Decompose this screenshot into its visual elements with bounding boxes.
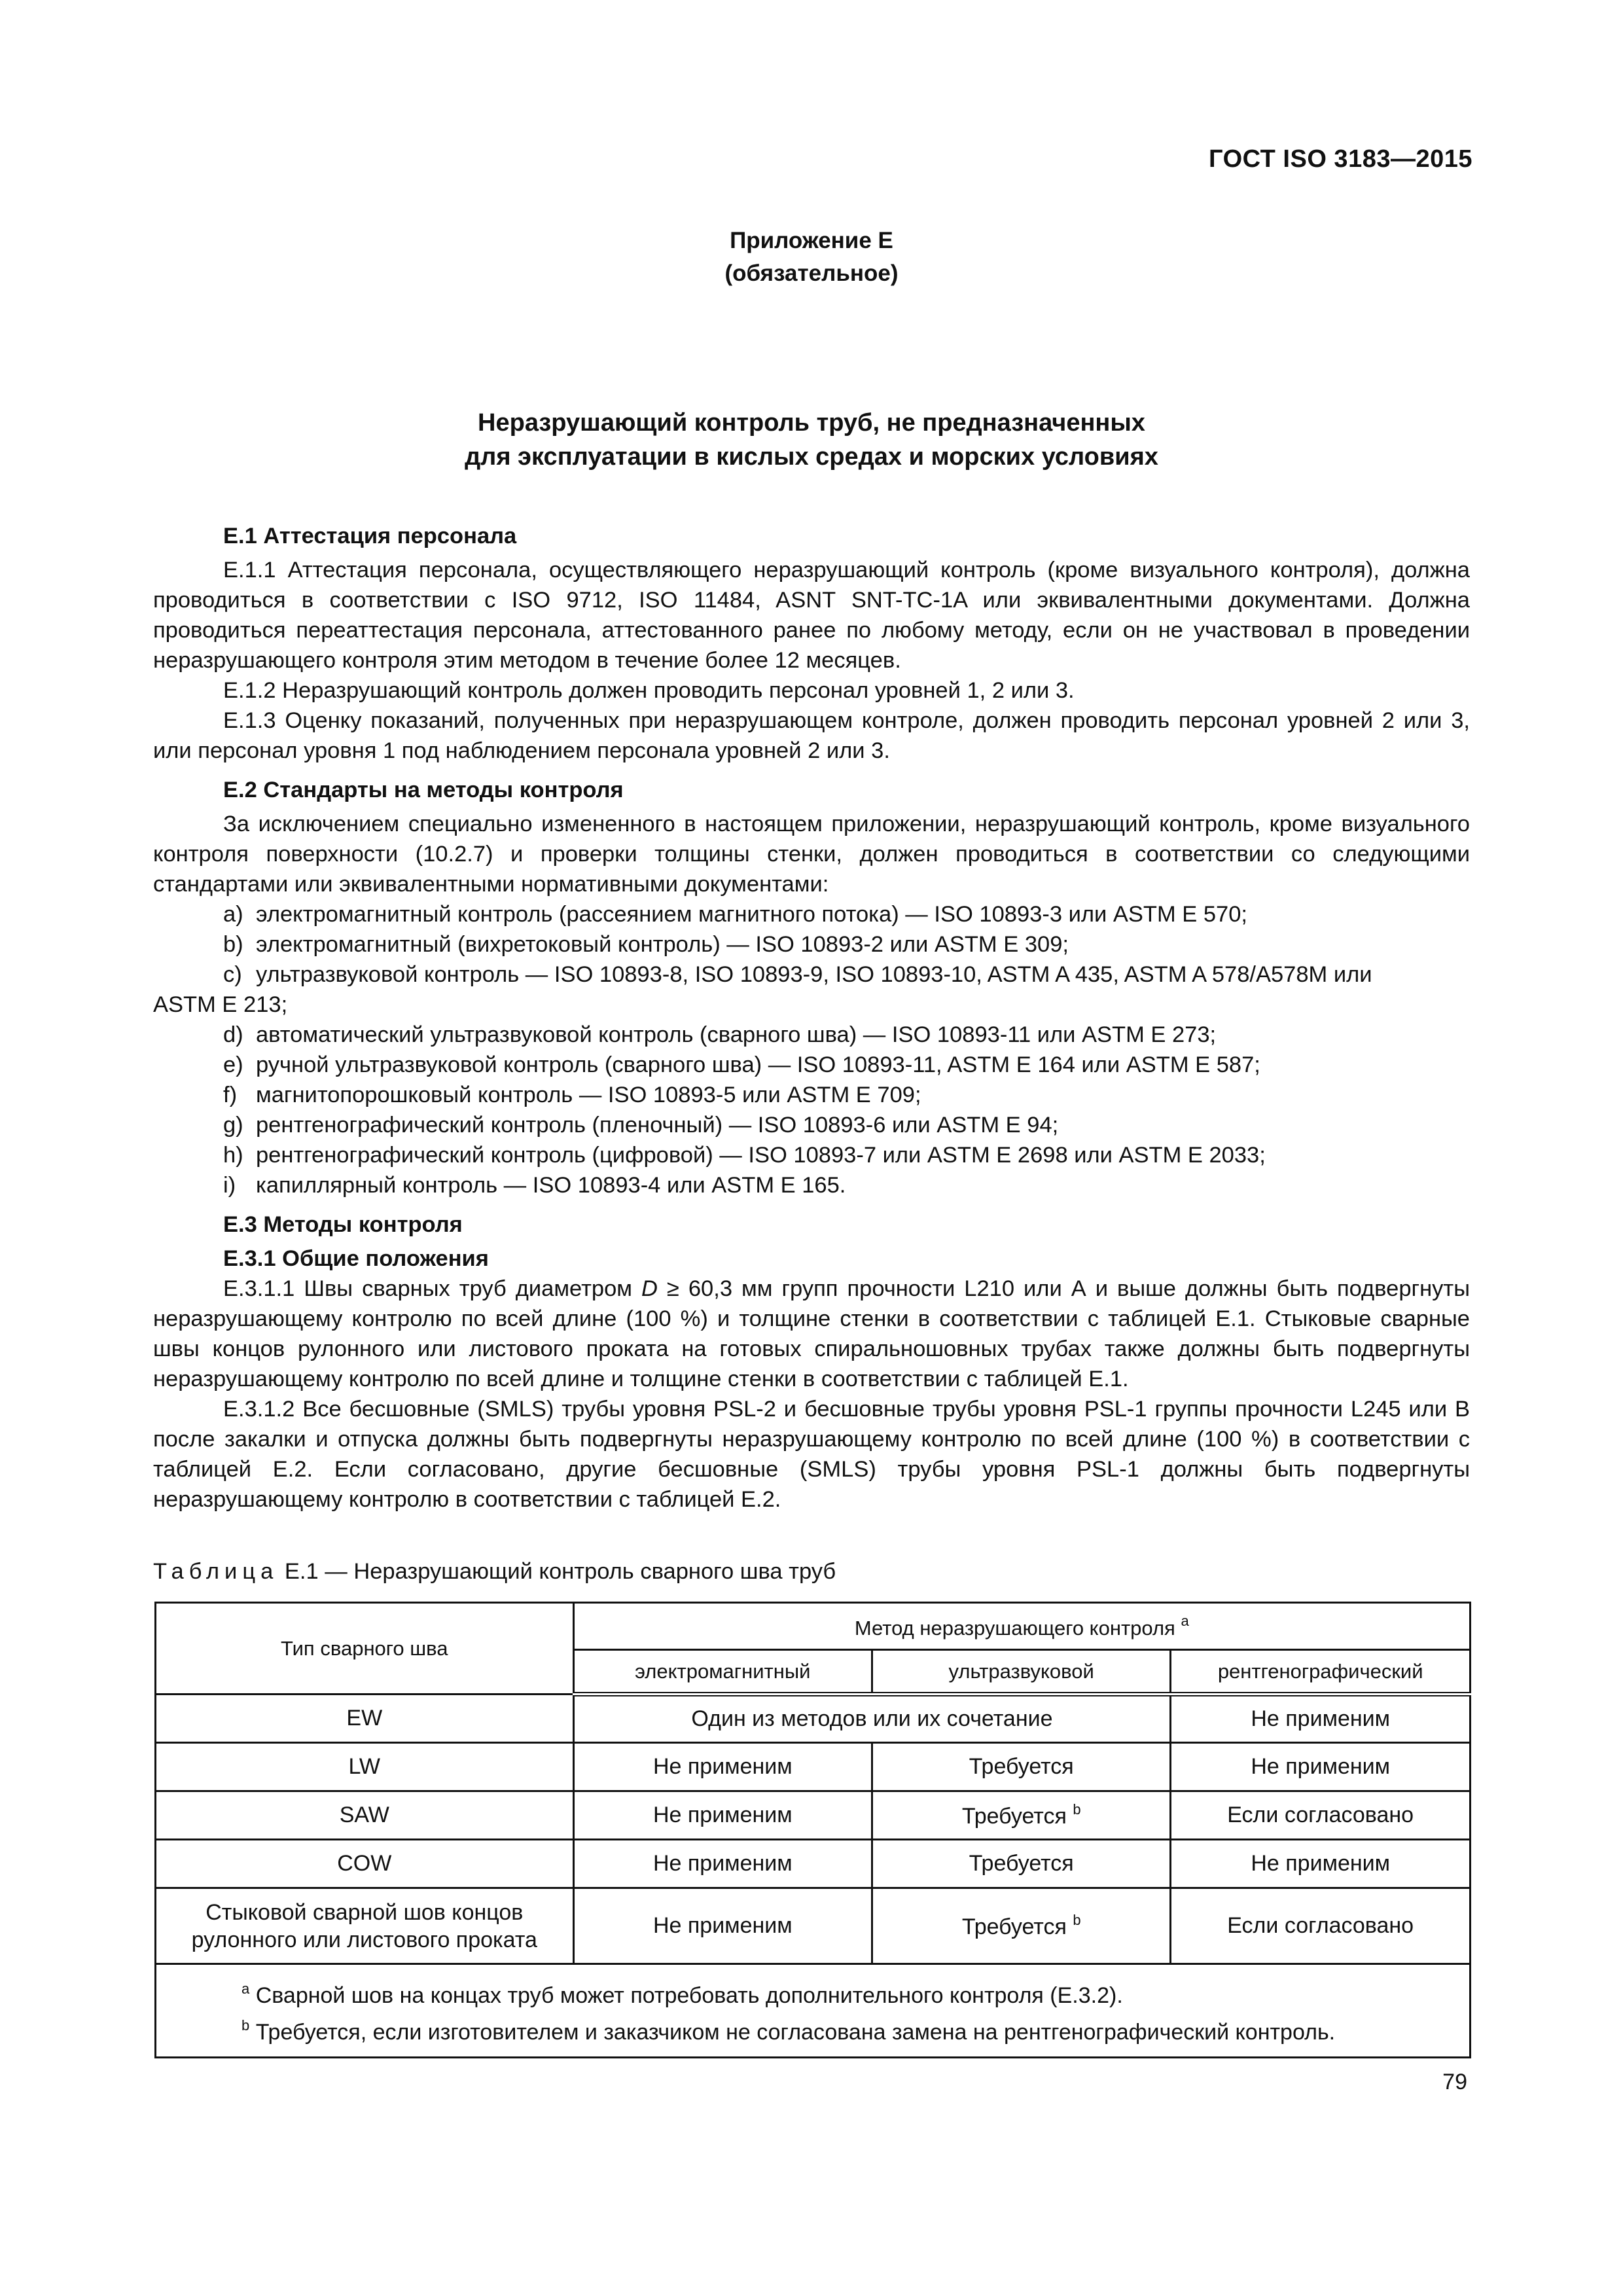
list-item-e: e) ручной ультразвуковой контроль (сварного шва) — ISO 10893-11, ASTM E 164 или ASTM E 587; — [223, 1052, 1260, 1077]
section-e3-heading: Е.3 Методы контроля — [223, 1212, 463, 1237]
paragraph-e3-1-1: Е.3.1.1 Швы сварных труб диаметром D ≥ 60,3 мм групп прочности L210 или А и выше должны быть подвергнуты неразрушающему контролю по всей длине (100 %) и толщине стенки в соответствии с таблицей Е.1. Стыковые сварные швы концов рулонного или листового проката на готовых спиральношовных трубах также должны быть подвергнуты неразрушающему контролю по всей длине и толщине стенки в соответствии с таблицей Е.1. — [153, 1276, 1470, 1391]
list-item-f: f) магнитопорошковый контроль — ISO 10893-5 или ASTM E 709; — [223, 1083, 921, 1107]
annex-main-title — [0, 406, 1623, 474]
header-ultrasonic: ультразвуковой — [872, 1650, 1171, 1695]
list-item-h: h) рентгенографический контроль (цифровой) — ISO 10893-7 или ASTM E 2698 или ASTM E 2033; — [223, 1143, 1266, 1168]
main-title-line-2: для эксплуатации в кислых средах и морских условиях — [465, 443, 1158, 471]
table-row: Стыковой сварной шов концов рулонного или листового проката Не применим Требуется $^b$ Если согласовано — [156, 1888, 1471, 1964]
section-e1-heading: Е.1 Аттестация персонала — [223, 524, 517, 548]
header-radiographic: рентгенографический — [1171, 1650, 1471, 1695]
list-item-d: d) автоматический ультразвуковой контроль (сварного шва) — ISO 10893-11 или ASTM E 273; — [223, 1022, 1217, 1047]
page-number: 79 — [1442, 2070, 1467, 2094]
annex-type: (обязательное) — [724, 260, 899, 286]
header-electromagnetic: электромагнитный — [573, 1650, 872, 1695]
list-item-c: c) ультразвуковой контроль — ISO 10893-8, ISO 10893-9, ISO 10893-10, ASTM A 435, ASTM A 578/A578M или — [223, 962, 1372, 987]
section-e2-heading: Е.2 Стандарты на методы контроля — [223, 778, 624, 802]
list-item-a: a) электромагнитный контроль (рассеянием магнитного потока) — ISO 10893-3 или ASTM E 570; — [223, 902, 1248, 927]
document-code: ГОСТ ISO 3183—2015 — [1209, 145, 1472, 173]
paragraph-e1-3: Е.1.3 Оценку показаний, полученных при неразрушающем контроле, должен проводить персонал уровней 2 или 3, или персонал уровня 1 под наблюдением персонала уровней 2 или 3. — [153, 708, 1470, 763]
table-row: EW Один из методов или их сочетание Не применим — [156, 1695, 1471, 1743]
table-notes-row — [156, 1964, 1471, 2058]
paragraph-e1-1: Е.1.1 Аттестация персонала, осуществляющего неразрушающий контроль (кроме визуального контроля), должна проводиться в соответствии с ISO 9712, ISO 11484, ASNT SNT-TC-1A или эквивалентными документами. Должна проводиться переаттестация персонала, аттестованного ранее по любому методу, если он не участвовал в проведении неразрушающего контроля этим методом в течение более 12 месяцев. — [153, 558, 1470, 673]
header-weld-type: Тип сварного шва — [156, 1603, 574, 1695]
list-item-i: i) капиллярный контроль — ISO 10893-4 или ASTM E 165. — [223, 1173, 846, 1198]
table-note-b: $^b$ Требуется, если изготовителем и заказчиком не согласована замена на рентгенографический контроль. — [241, 2017, 1336, 2045]
table-note-a: $^a$ Сварной шов на концах труб может потребовать дополнительного контроля (Е.3.2). — [241, 1981, 1123, 2008]
main-title-line-1: Неразрушающий контроль труб, не предназначенных — [478, 409, 1145, 437]
header-method-group: Метод неразрушающего контроля $^a$ — [573, 1603, 1470, 1650]
table-header-row — [156, 1603, 1471, 1650]
paragraph-e2-intro: За исключением специально измененного в настоящем приложении, неразрушающий контроль, кроме визуального контроля поверхности (10.2.7) и проверки толщины стенки, должен проводиться в соответствии со следующими стандартами или эквивалентными нормативными документами: — [153, 812, 1470, 897]
paragraph-e1-2: Е.1.2 Неразрушающий контроль должен проводить персонал уровней 1, 2 или 3. — [223, 678, 1075, 703]
annex-title: Приложение Е — [730, 228, 893, 253]
table-row: COW Не применим Требуется Не применим — [156, 1840, 1471, 1888]
paragraph-e3-1-2: Е.3.1.2 Все бесшовные (SMLS) трубы уровня PSL-2 и бесшовные трубы уровня PSL-1 группы прочности L245 или В после закалки и отпуска должны быть подвергнуты неразрушающему контролю по всей длине (100 %) в соответствии с таблицей Е.2. Если согласовано, другие бесшовные (SMLS) трубы уровня PSL-1 должны быть подвергнуты неразрушающему контролю в соответствии с таблицей Е.2. — [153, 1397, 1470, 1512]
table-row: SAW Не применим Требуется $^b$ Если согласовано — [156, 1791, 1471, 1840]
table-e1 — [154, 1602, 1471, 2058]
table-row: LW Не применим Требуется Не применим — [156, 1743, 1471, 1791]
list-item-b: b) электромагнитный (вихретоковый контроль) — ISO 10893-2 или ASTM E 309; — [223, 932, 1069, 957]
section-e3-1-heading: Е.3.1 Общие положения — [223, 1246, 489, 1271]
list-item-c-continuation: ASTM E 213; — [153, 992, 288, 1017]
annex-body — [153, 512, 1470, 1515]
table-caption: Таблица Е.1 — Неразрушающий контроль сварного шва труб — [153, 1559, 836, 1584]
list-item-g: g) рентгенографический контроль (пленочный) — ISO 10893-6 или ASTM E 94; — [223, 1113, 1059, 1138]
